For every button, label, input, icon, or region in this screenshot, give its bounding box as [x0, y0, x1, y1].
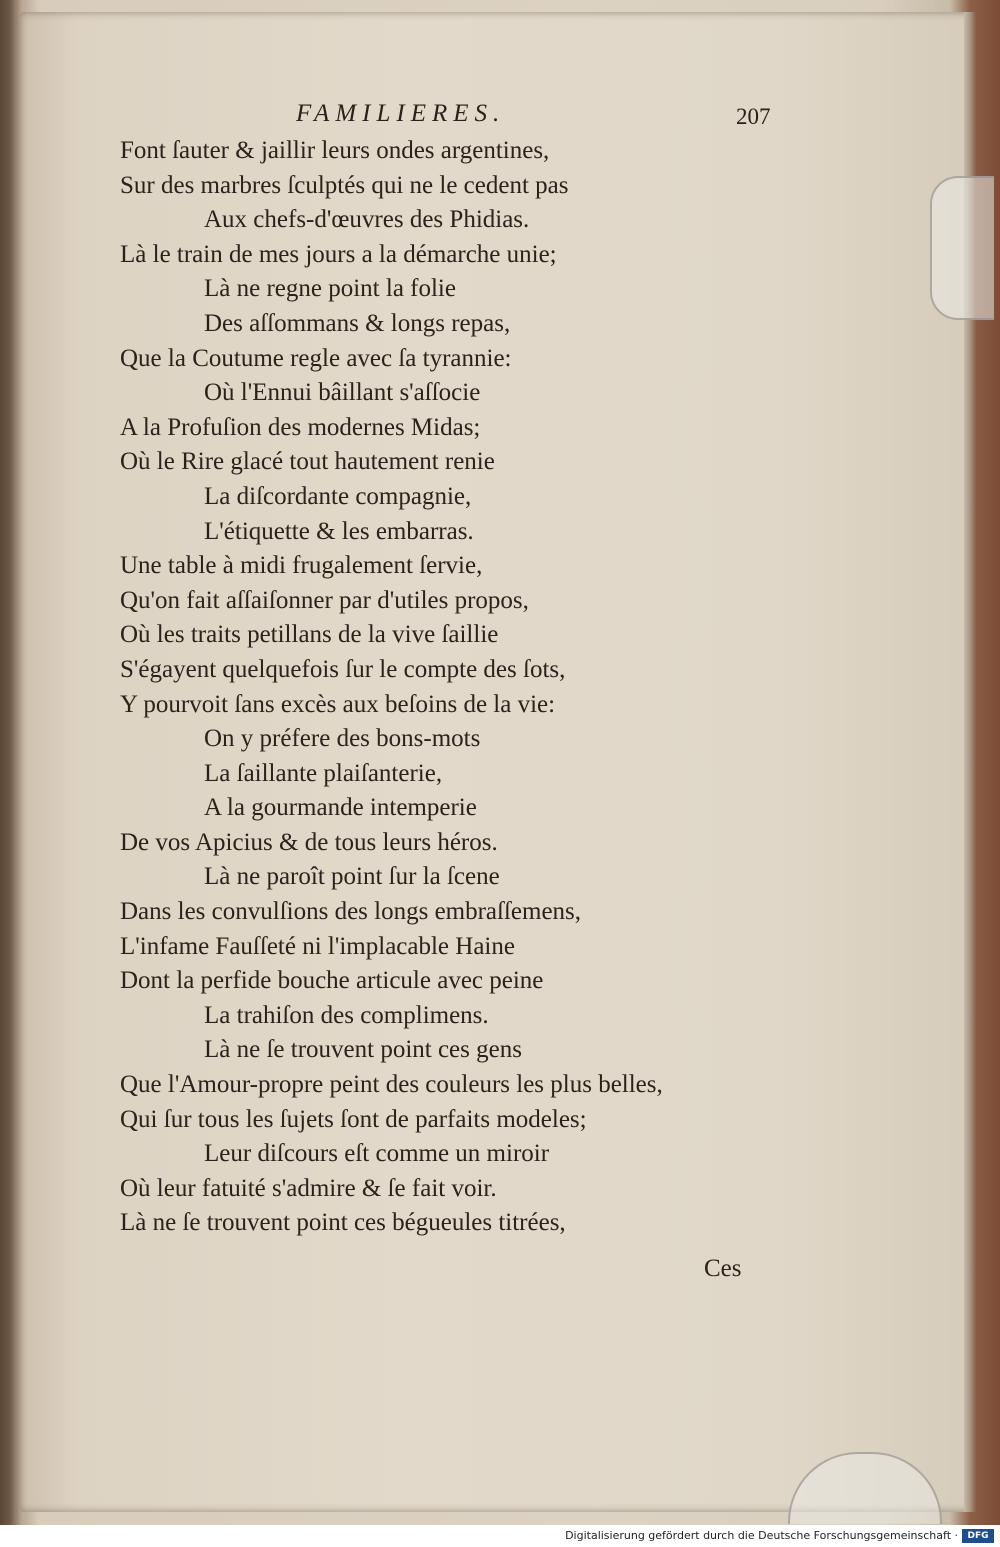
running-title: FAMILIERES. — [296, 100, 506, 127]
verse-line: Où leur fatuité s'admire & ſe fait voir. — [120, 1174, 497, 1202]
verse-line: De vos Apicius & de tous leurs héros. — [120, 828, 498, 856]
verse-line: Où le Rire glacé tout hautement renie — [120, 448, 495, 476]
verse-line: Dont la perfide bouche articule avec peine — [120, 967, 544, 995]
verse-line: Que la Coutume regle avec ſa tyrannie: — [120, 344, 512, 372]
verse-line: A la Profuſion des modernes Midas; — [120, 413, 481, 441]
dfg-logo: DFG — [962, 1529, 994, 1543]
verse-line: Sur des marbres ſculptés qui ne le cedent pas — [120, 171, 569, 199]
page-clip-top — [930, 176, 994, 320]
verse-line: Là ne regne point la folie — [204, 275, 456, 303]
verse-line: Leur diſcours eſt comme un miroir — [204, 1140, 550, 1168]
verse-line: Aux chefs-d'œuvres des Phidias. — [204, 206, 530, 234]
verse-line: Là ne paroît point ſur la ſcene — [204, 863, 500, 891]
verse-line: Font ſauter & jaillir leurs ondes argentines, — [120, 137, 550, 164]
catchword: Ces — [704, 1255, 742, 1282]
verse-line: Que l'Amour-propre peint des couleurs les plus belles, — [120, 1071, 663, 1099]
verse-line: La ſaillante plaiſanterie, — [204, 759, 443, 787]
verse-line: La trahiſon des complimens. — [204, 1001, 489, 1029]
verse-line: Une table à midi frugalement ſervie, — [120, 552, 483, 580]
verse-line: A la gourmande intemperie — [204, 794, 477, 822]
verse-line: L'étiquette & les embarras. — [204, 517, 474, 545]
verse-line: Y pourvoit ſans excès aux beſoins de la vie: — [120, 690, 556, 718]
verse-line: Où les traits petillans de la vive ſaillie — [120, 621, 499, 649]
verse-line: L'infame Fauſſeté ni l'implacable Haine — [120, 932, 515, 960]
verse-line: Là ne ſe trouvent point ces bégueules titrées, — [120, 1209, 566, 1237]
verse-line: Qui ſur tous les ſujets ſont de parfaits modeles; — [120, 1105, 587, 1133]
verse-line: Là ne ſe trouvent point ces gens — [204, 1036, 522, 1064]
verse-line: Là le train de mes jours a la démarche unie; — [120, 240, 557, 268]
poem-text — [0, 134, 1000, 1241]
verse-line: S'égayent quelquefois ſur le compte des ſots, — [120, 655, 566, 683]
verse-line: La diſcordante compagnie, — [204, 482, 472, 510]
page-number: 207 — [736, 104, 771, 129]
verse-line: Dans les convulſions des longs embraſſemens, — [120, 898, 582, 926]
verse-line: Des aſſommans & longs repas, — [204, 309, 511, 337]
verse-line: Qu'on fait aſſaiſonner par d'utiles propos, — [120, 586, 529, 614]
verse-line: On y préfere des bons-mots — [204, 725, 481, 753]
verse-line: Où l'Ennui bâillant s'aſſocie — [204, 379, 481, 407]
footer-bar — [0, 1525, 1000, 1547]
footer-credit: Digitalisierung gefördert durch die Deutsche Forschungsgemeinschaft · — [565, 1529, 958, 1542]
